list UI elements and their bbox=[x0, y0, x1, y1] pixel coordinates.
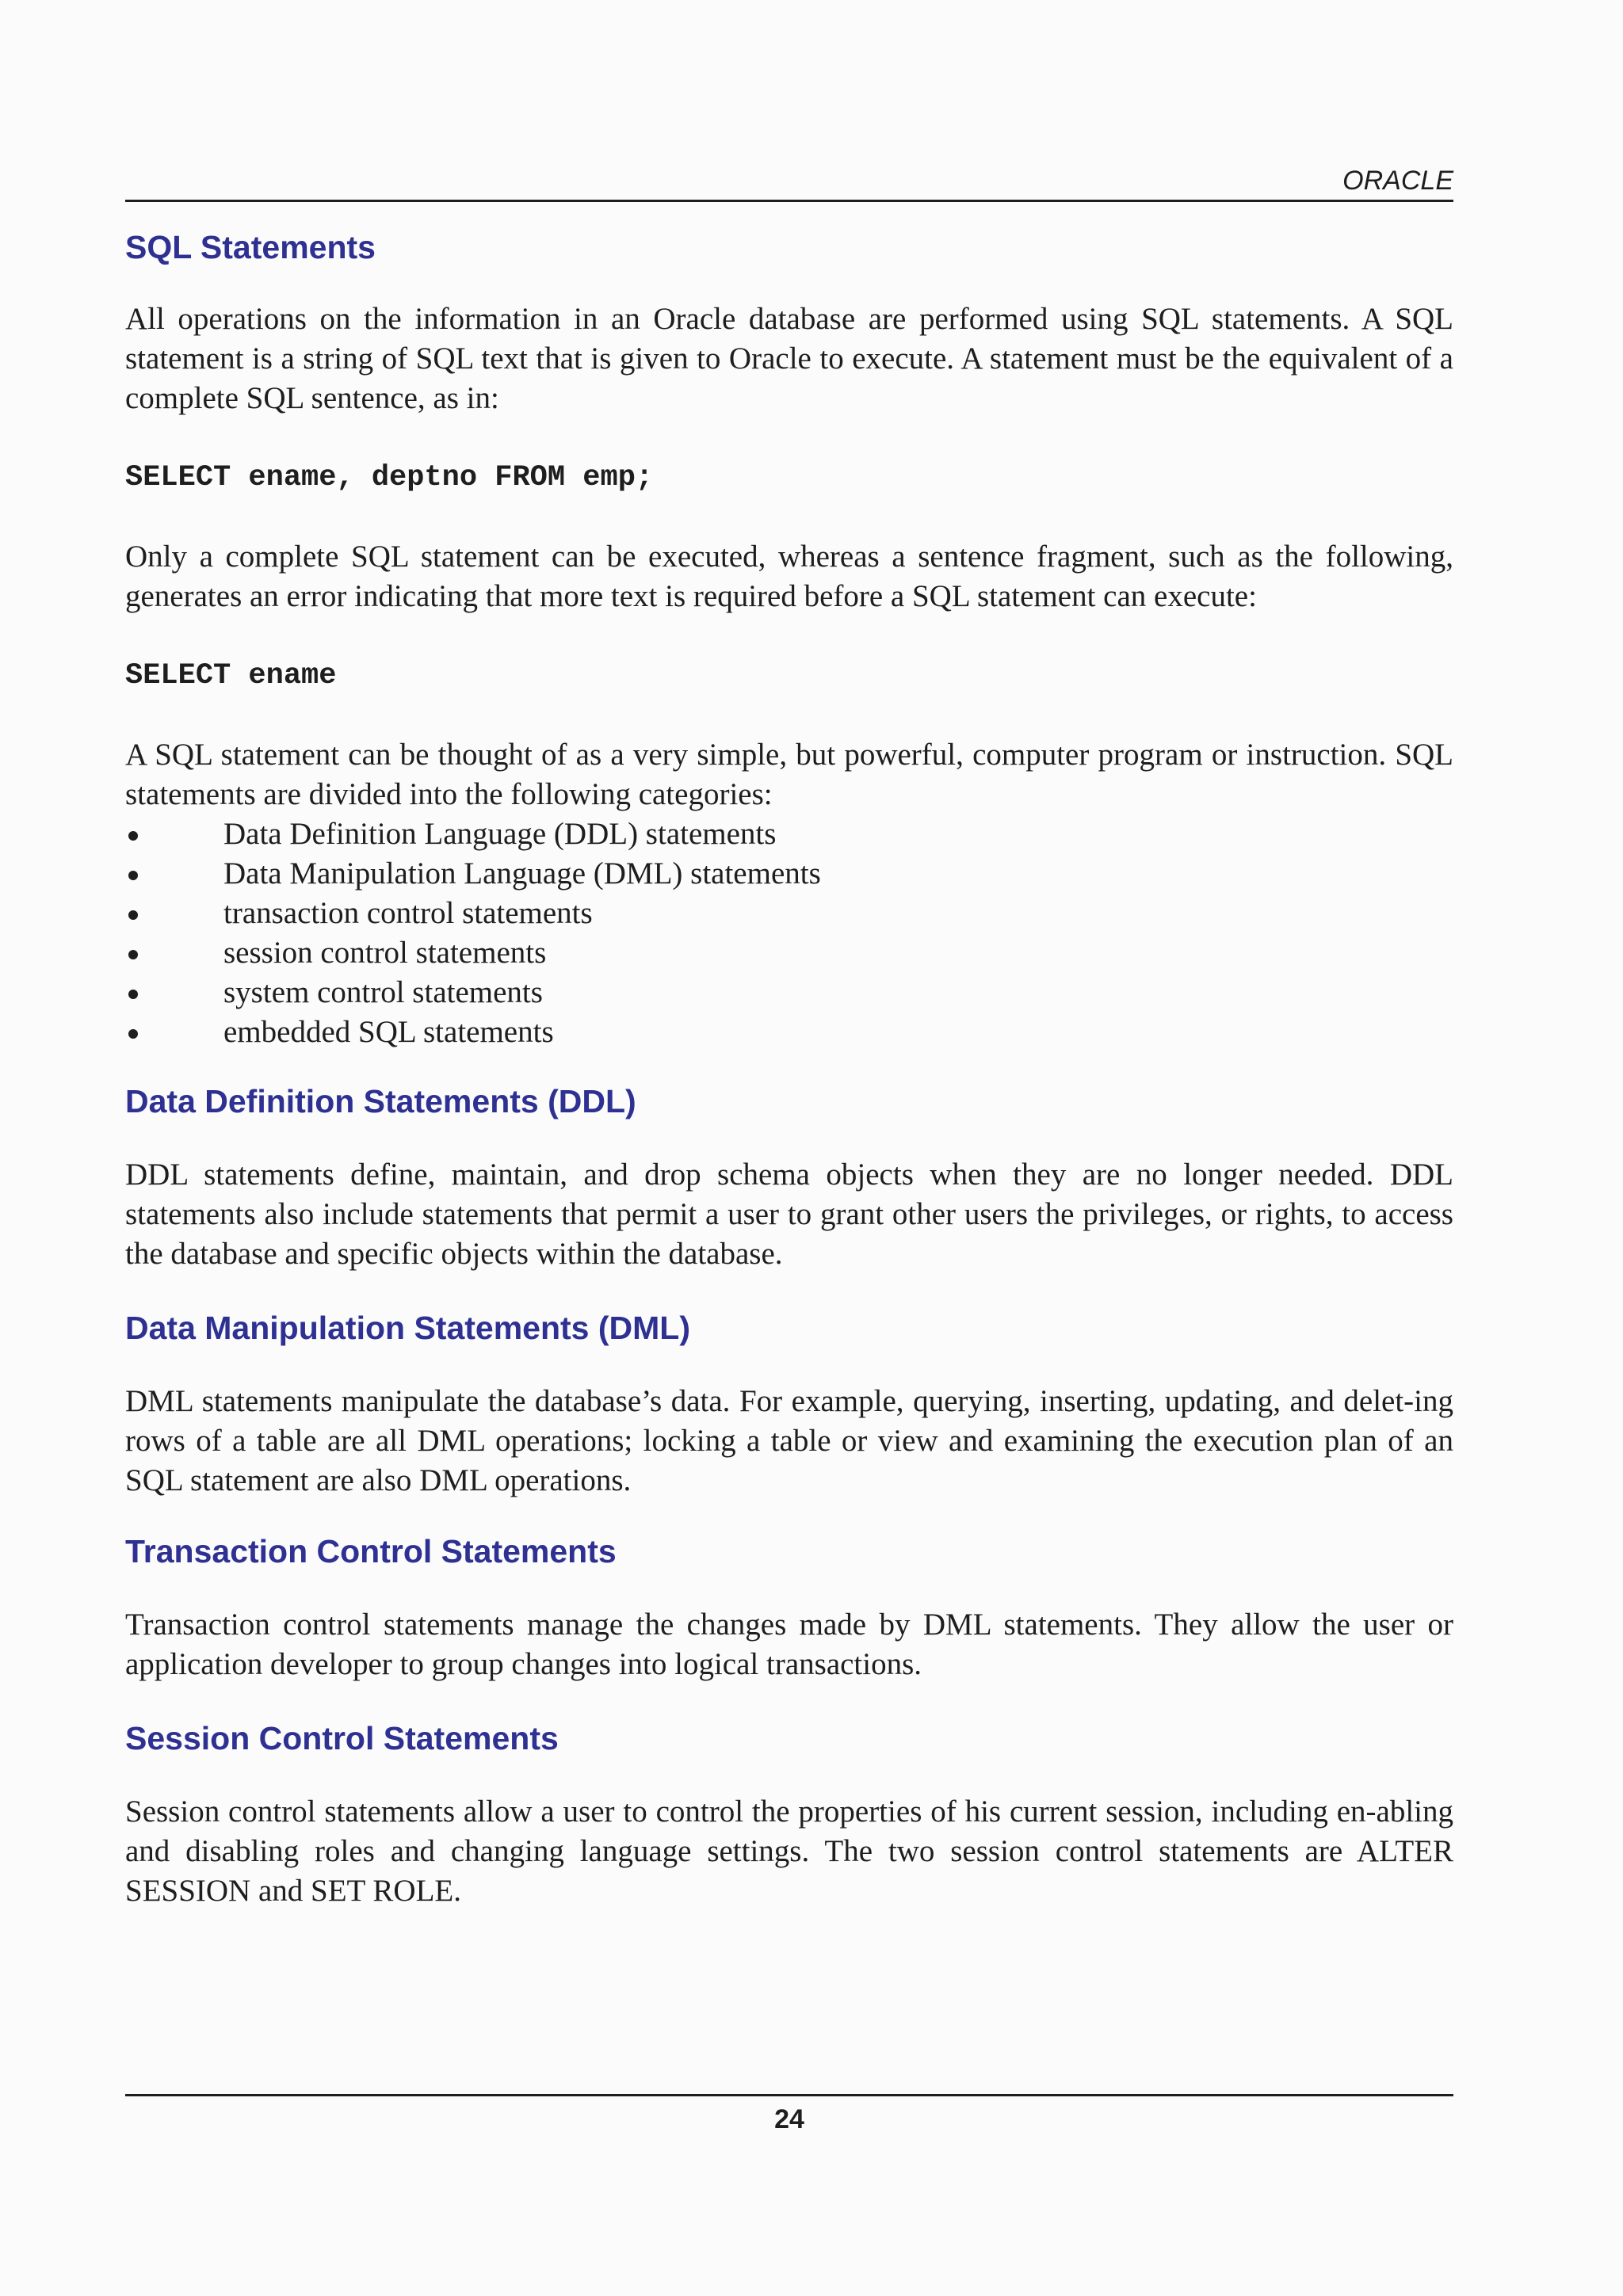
section-heading-ddl: Data Definition Statements (DDL) bbox=[125, 1083, 636, 1119]
paragraph: A SQL statement can be thought of as a very simple, but powerful, computer program or instruction. SQL statements are divided into the following categories: bbox=[125, 738, 1453, 811]
section-heading-session-control: Session Control Statements bbox=[125, 1720, 559, 1756]
running-header: ORACLE bbox=[1342, 166, 1453, 196]
code-example: SELECT ename bbox=[125, 659, 337, 692]
list-item: session control statements bbox=[125, 933, 1453, 973]
bullet-icon bbox=[128, 831, 138, 841]
page-body bbox=[125, 227, 1453, 1911]
category-list bbox=[125, 814, 1453, 1052]
paragraph: Only a complete SQL statement can be executed, whereas a sentence fragment, such as the following, generates an error indicating that more text is required before a SQL statement can execute: bbox=[125, 540, 1453, 613]
paragraph: Session control statements allow a user to control the properties of his current session, including en-abling and disabling roles and changing language settings. The two session control statements are ALTER SESSION and SET ROLE. bbox=[125, 1794, 1453, 1908]
list-item: Data Definition Language (DDL) statements bbox=[125, 814, 1453, 854]
list-item: embedded SQL statements bbox=[125, 1013, 1453, 1052]
bullet-icon bbox=[128, 950, 138, 959]
bullet-icon bbox=[128, 871, 138, 880]
bullet-icon bbox=[128, 1029, 138, 1039]
paragraph: Transaction control statements manage the changes made by DML statements. They allow the user or application developer to group changes into logical transactions. bbox=[125, 1608, 1453, 1681]
paragraph: DDL statements define, maintain, and drop schema objects when they are no longer needed. DDL statements also include statements that permit a user to grant other users the privileges, or rights, to access the database and specific objects within the database. bbox=[125, 1158, 1453, 1271]
list-item: Data Manipulation Language (DML) statements bbox=[125, 854, 1453, 894]
code-example: SELECT ename, deptno FROM emp; bbox=[125, 461, 654, 494]
list-item: transaction control statements bbox=[125, 894, 1453, 933]
paragraph: All operations on the information in an Oracle database are performed using SQL statements. A SQL statement is a string of SQL text that is given to Oracle to execute. A statement must be the equivalent of a complete SQL sentence, as in: bbox=[125, 302, 1453, 415]
footer-rule bbox=[125, 2094, 1453, 2096]
paragraph: DML statements manipulate the database’s data. For example, querying, inserting, updating, and delet-ing rows of a table are all DML operations; locking a table or view and examining the execution plan of an SQL statement are also DML operations. bbox=[125, 1384, 1453, 1497]
bullet-icon bbox=[128, 910, 138, 920]
section-heading-transaction-control: Transaction Control Statements bbox=[125, 1533, 617, 1569]
header-rule bbox=[125, 200, 1453, 202]
bullet-icon bbox=[128, 990, 138, 999]
section-heading-sql-statements: SQL Statements bbox=[125, 229, 376, 265]
list-item: system control statements bbox=[125, 973, 1453, 1013]
section-heading-dml: Data Manipulation Statements (DML) bbox=[125, 1310, 690, 1346]
page-number: 24 bbox=[774, 2104, 804, 2134]
